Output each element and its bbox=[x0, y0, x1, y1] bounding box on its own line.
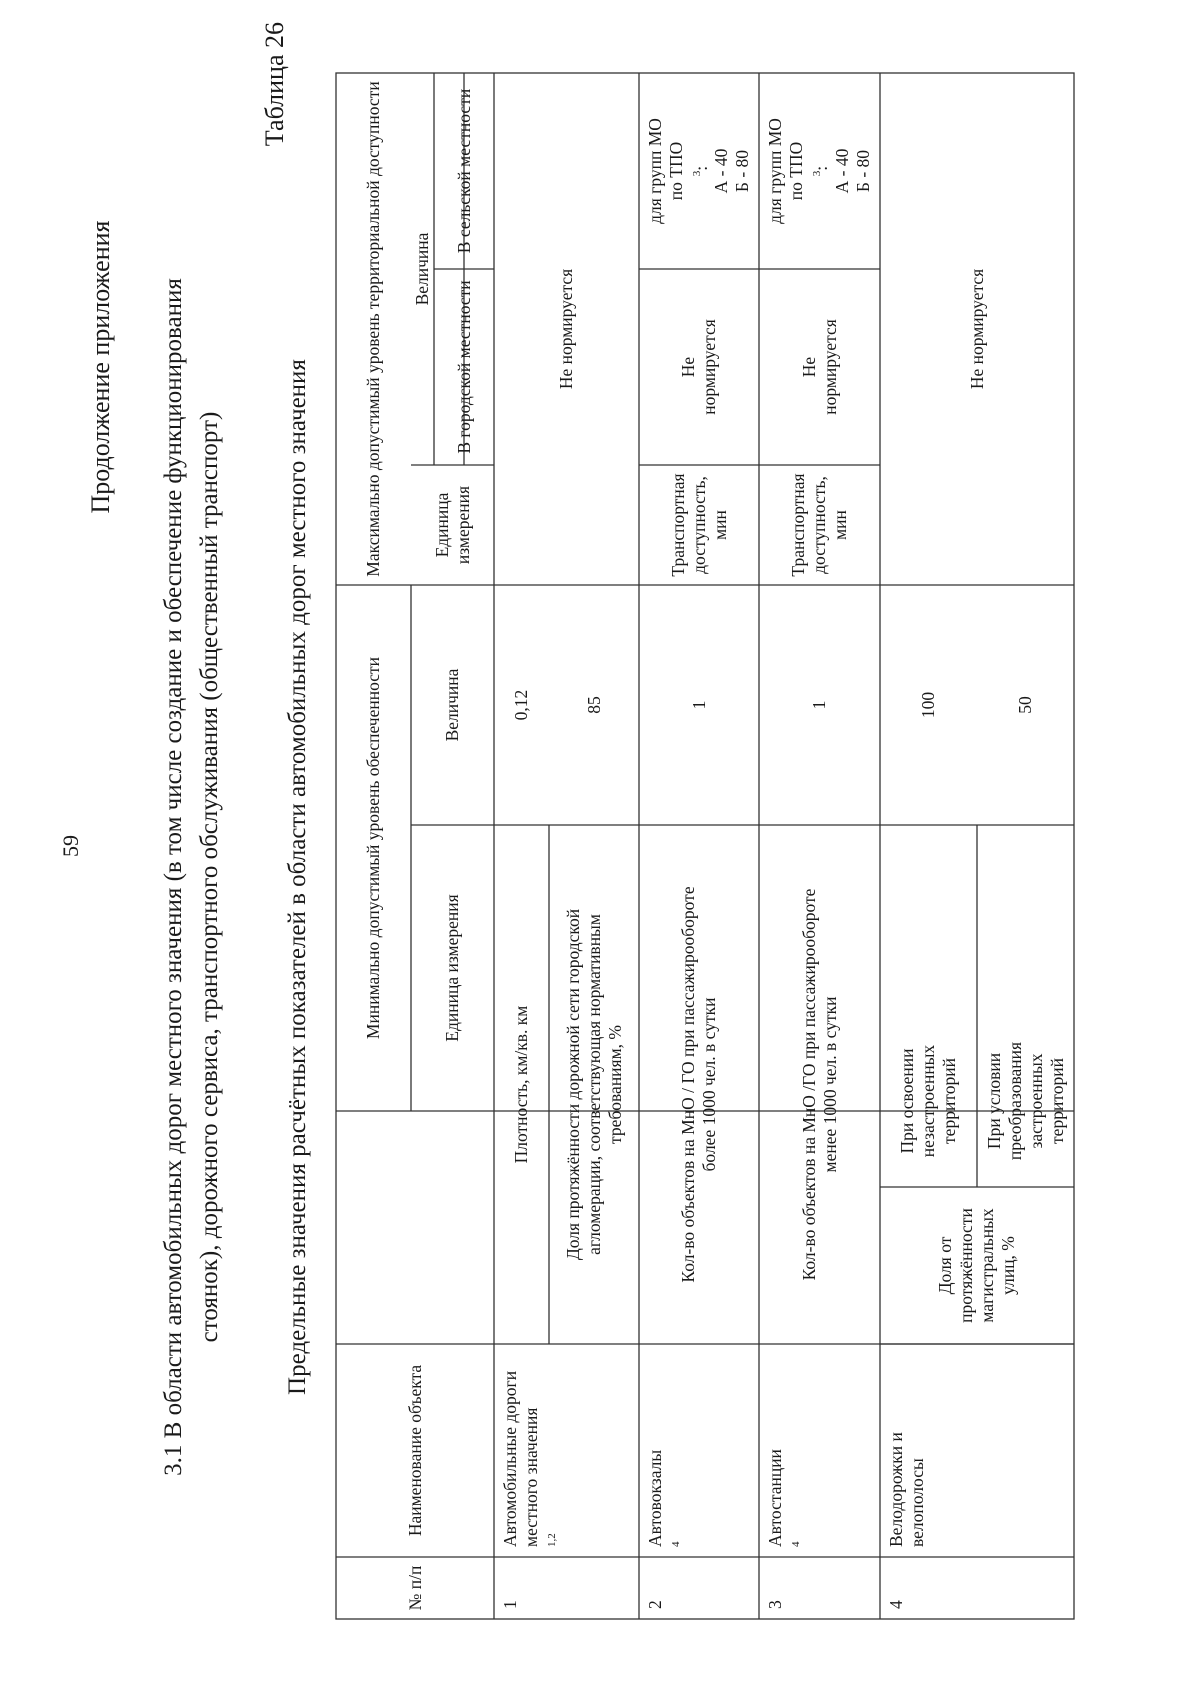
section-title-line-2: стоянок), дорожного сервиса, транспортного обслуживания (общественный транспорт) bbox=[196, 411, 223, 1343]
row2-max-city: Не нормируется bbox=[678, 319, 719, 415]
col-header-min-group: Минимально допустимый уровень обеспеченности bbox=[363, 656, 383, 1040]
row3-max-unit: Транспортная доступность, мин bbox=[788, 473, 850, 577]
row2-value: 1 bbox=[688, 700, 709, 710]
row1-max: Не нормируется bbox=[556, 268, 576, 390]
row2-unit: Кол-во объектов на МнО / ГО при пассажирообороте более 1000 чел. в сутки bbox=[678, 886, 719, 1283]
row3-rural-line-4: Б - 80 bbox=[852, 149, 873, 193]
col-header-name: Наименование объекта bbox=[404, 1364, 425, 1537]
col-header-min-unit: Единица измерения bbox=[442, 894, 462, 1042]
row3-name-text: Автостанции bbox=[765, 1449, 785, 1547]
row2-rural-tpo-sup: 3 bbox=[690, 170, 703, 177]
row4-max: Не нормируется bbox=[966, 268, 987, 390]
row1-name bbox=[494, 1344, 639, 1557]
row4-unit-2: При условии преобразования застроенных территорий bbox=[983, 1041, 1067, 1161]
col-header-blank bbox=[336, 1111, 494, 1344]
col-header-max-rural: В сельской местности bbox=[453, 88, 474, 254]
row3-unit: Кол-во объектов на МнО /ГО при пассажирообороте менее 1000 чел. в сутки bbox=[798, 888, 840, 1281]
row3-rural-tpo: по ТПО bbox=[786, 141, 807, 201]
row2-rural-line-2: по ТПО $^3$: bbox=[665, 141, 711, 201]
row4-unit-1: При освоении незастроенных территорий bbox=[897, 1044, 959, 1158]
row3-rural-line-2: по ТПО $^3$: bbox=[786, 141, 831, 201]
row3-num: 3 bbox=[765, 1600, 785, 1609]
table-number: Таблица 26 bbox=[260, 22, 289, 147]
row2-num: 2 bbox=[645, 1600, 665, 1609]
row3-name bbox=[759, 1344, 880, 1557]
row1-value-1: 0,12 bbox=[511, 689, 531, 721]
row1-value-2: 85 bbox=[583, 696, 604, 714]
col-header-min-value: Величина bbox=[442, 668, 462, 742]
row4-name: Велодорожки и велополосы bbox=[886, 1432, 927, 1547]
col-header-num: № п/п bbox=[404, 1565, 425, 1611]
col-header-max-unit: Единица измерения bbox=[431, 485, 473, 565]
row4-value-2: 50 bbox=[1015, 696, 1035, 714]
row3-name-sup: 4 bbox=[790, 1541, 802, 1547]
row1-name-sup: 1,2 bbox=[546, 1533, 558, 1547]
row2-max-rural bbox=[639, 73, 759, 269]
row2-rural-line-3: А - 40 bbox=[711, 148, 732, 194]
row2-name-text: Автовокзалы bbox=[645, 1449, 665, 1547]
row2-name-sup: 4 bbox=[670, 1541, 682, 1547]
table-title: Предельные значения расчётных показателей в области автомобильных дорог местного значения bbox=[284, 359, 311, 1395]
col-header-max-city: В городской местности bbox=[453, 280, 474, 454]
row2-rural-tpo: по ТПО bbox=[665, 141, 686, 201]
row3-rural-line-1: для групп МО bbox=[765, 118, 786, 224]
section-title bbox=[156, 117, 228, 1637]
page-number: 59 bbox=[58, 835, 83, 857]
row1-name-text: Автомобильные дороги местного значения bbox=[500, 1370, 541, 1547]
row2-rural-line-4: Б - 80 bbox=[732, 149, 753, 193]
row3-rural-tpo-sup: 3 bbox=[811, 170, 824, 177]
row1-num: 1 bbox=[500, 1600, 520, 1609]
row2-max-unit: Транспортная доступность, мин bbox=[667, 473, 730, 577]
row4-unit-main: Доля от протяжённости магистральных улиц, % bbox=[935, 1208, 1018, 1323]
row3-max-city: Не нормируется bbox=[798, 319, 840, 415]
row3-value: 1 bbox=[809, 700, 829, 710]
row4-num: 4 bbox=[886, 1600, 906, 1609]
section-title-line-1: 3.1 В области автомобильных дорог местного значения (в том числе создание и обеспечение функционирования bbox=[160, 278, 187, 1476]
row3-rural-line-3: А - 40 bbox=[831, 148, 852, 194]
page-header: Продолжение приложения bbox=[86, 220, 115, 514]
row3-max-rural bbox=[759, 73, 880, 269]
row1-unit-1: Плотность, км/кв. км bbox=[511, 1005, 531, 1164]
row2-rural-line-1: для групп МО bbox=[644, 118, 665, 224]
col-header-max-value: Величина bbox=[412, 232, 432, 306]
col-header-max-group: Максимально допустимый уровень территориальной доступности bbox=[363, 81, 383, 577]
row1-unit-2: Доля протяжённости дорожной сети городской агломерации, соответствующая нормативным требованиям, % bbox=[562, 908, 625, 1261]
row2-name bbox=[639, 1344, 759, 1557]
row4-value-1: 100 bbox=[918, 691, 938, 719]
